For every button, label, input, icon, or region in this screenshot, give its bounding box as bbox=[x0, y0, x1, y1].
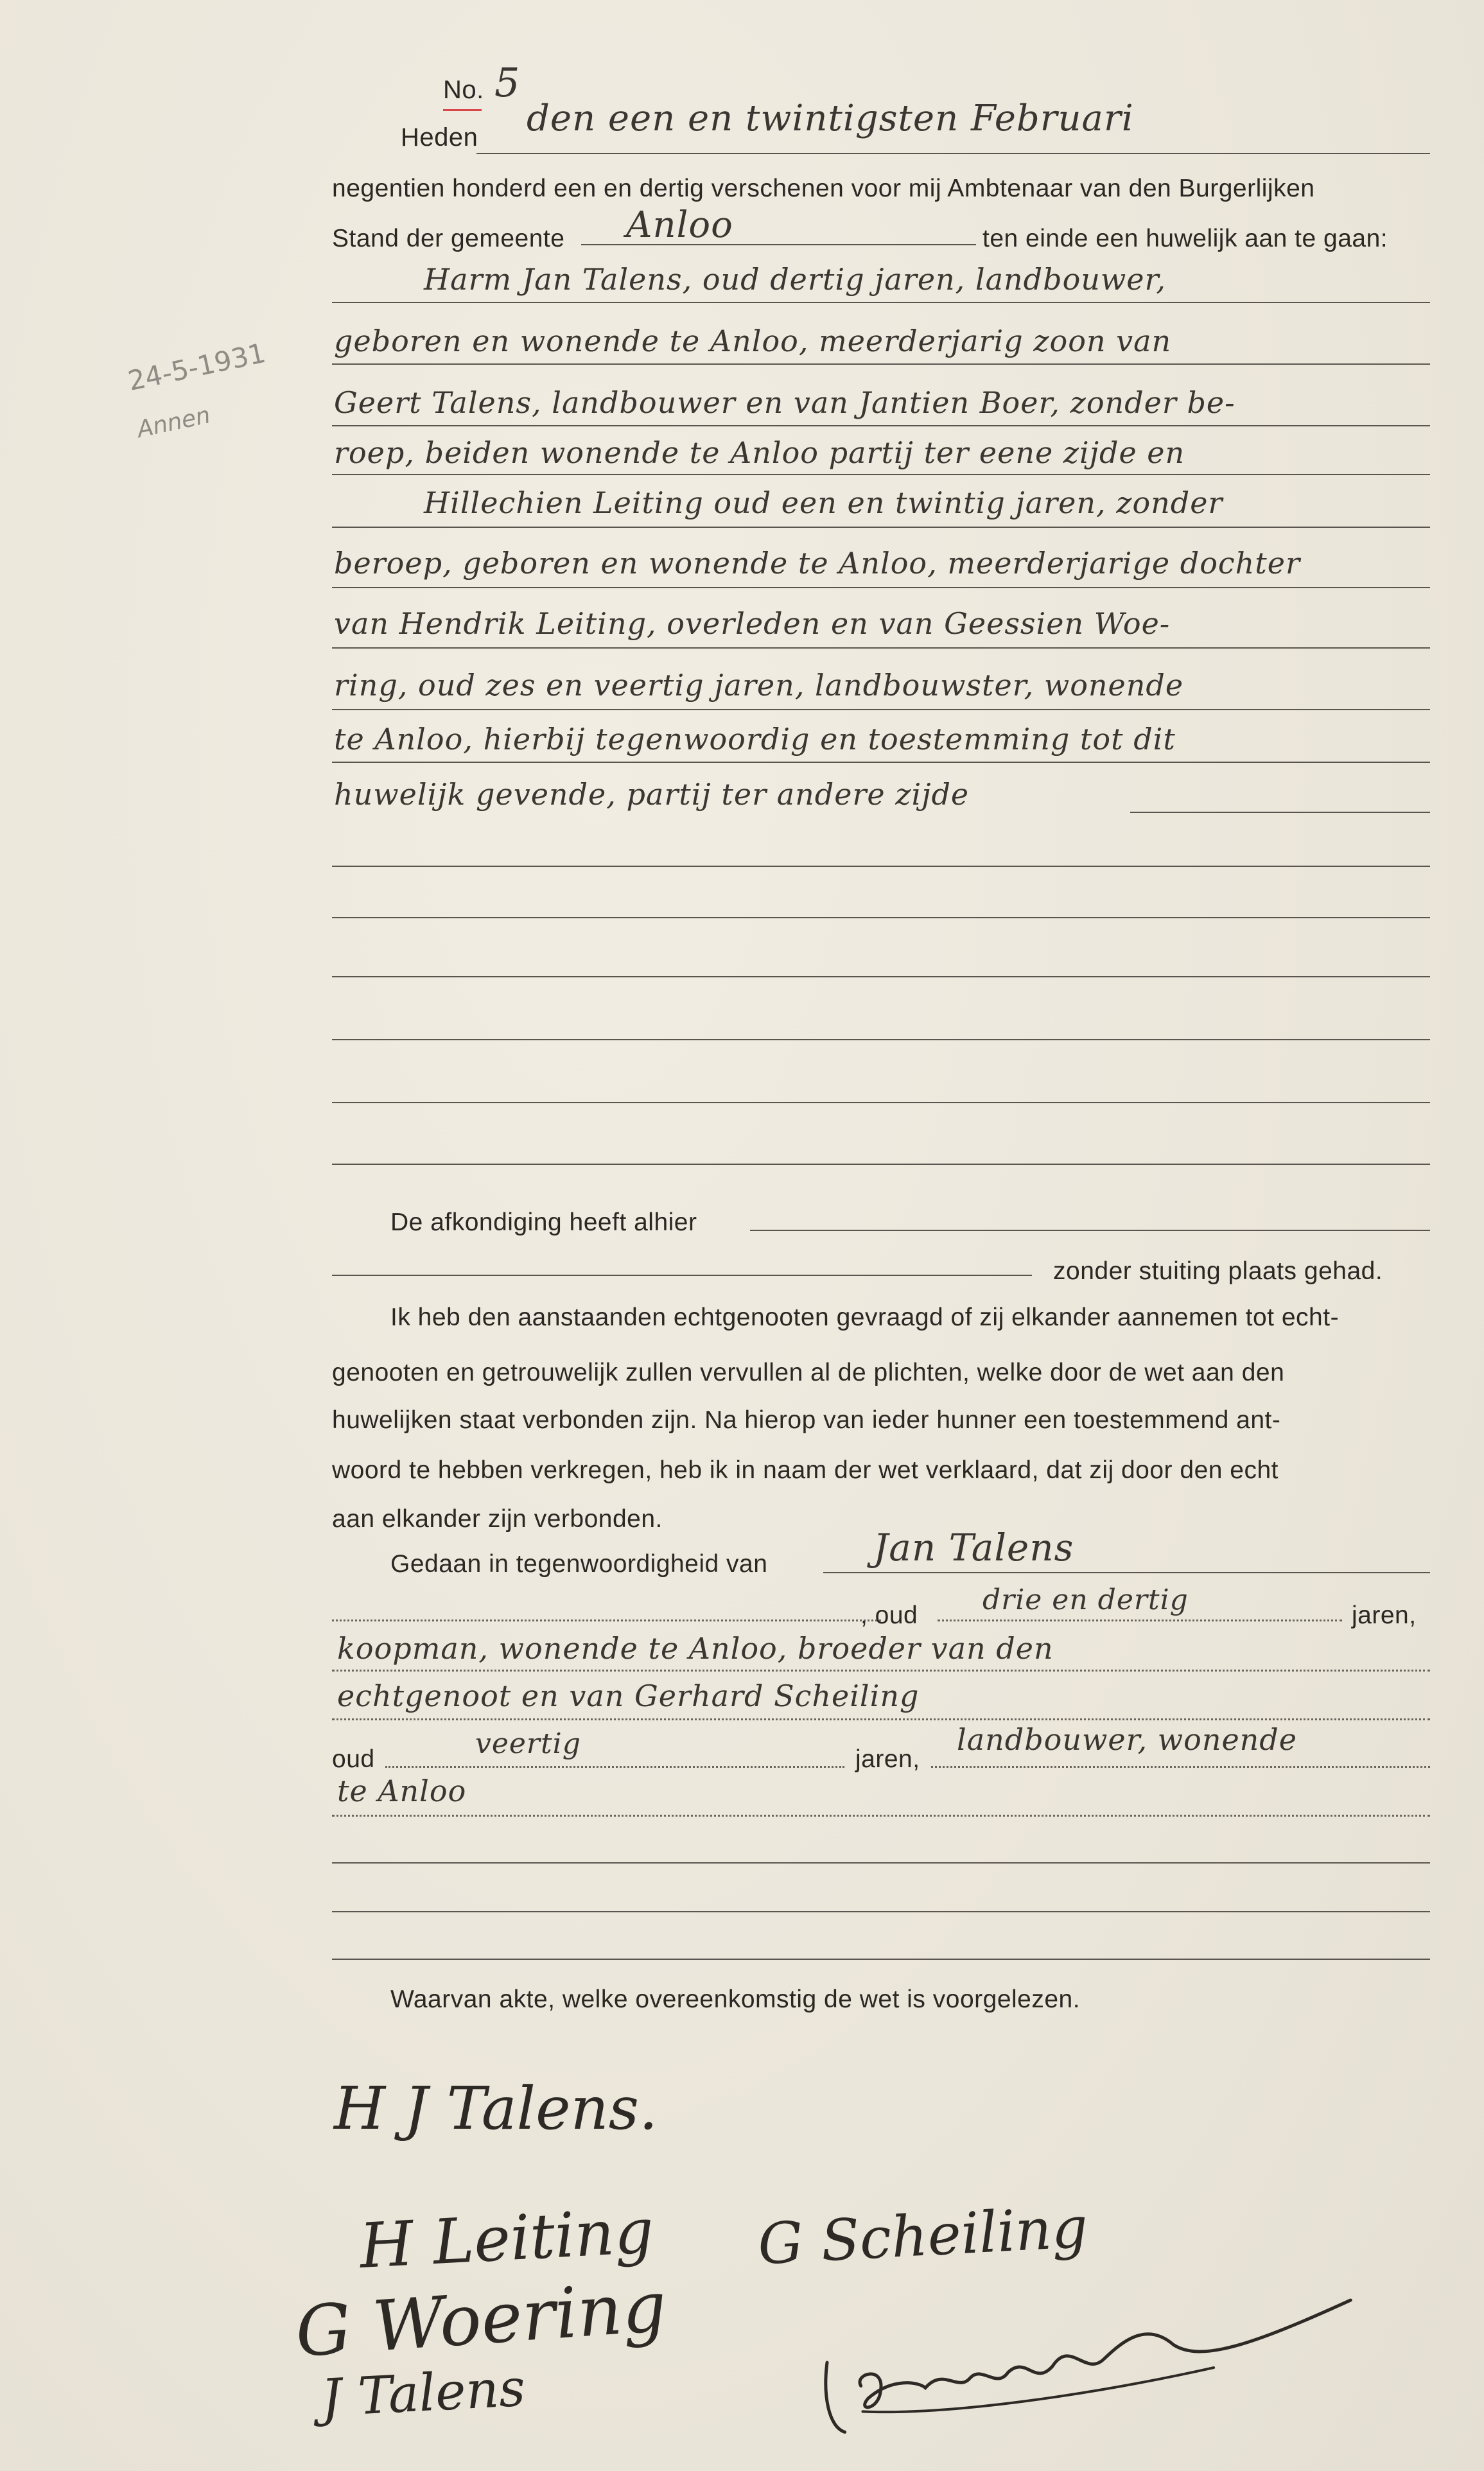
parties-line: Harm Jan Talens, oud dertig jaren, landbouwer, bbox=[424, 262, 1167, 297]
empty-rule bbox=[332, 866, 1430, 867]
parties-rule bbox=[332, 302, 1430, 303]
signature-witness-1: J Talens bbox=[319, 2357, 527, 2429]
empty-rule bbox=[332, 1102, 1430, 1103]
parties-rule bbox=[332, 363, 1430, 365]
witness1-desc: koopman, wonende te Anloo, broeder van den bbox=[337, 1631, 1054, 1666]
signature-official bbox=[811, 2280, 1379, 2463]
intro-line-3-suffix: ten einde een huwelijk aan te gaan: bbox=[982, 225, 1388, 252]
record-number: 5 bbox=[494, 59, 521, 106]
parties-line: geboren en wonende te Anloo, meerderjarig zoon van bbox=[334, 324, 1172, 358]
parties-rule bbox=[1130, 812, 1430, 813]
number-underline-red bbox=[443, 109, 482, 111]
heden-label: Heden bbox=[401, 123, 478, 152]
witness-rule-dotted bbox=[938, 1620, 1342, 1621]
empty-rule bbox=[332, 1039, 1430, 1040]
afkondiging-suffix: zonder stuiting plaats gehad. bbox=[1053, 1257, 1383, 1285]
bleed-through-text bbox=[1400, 180, 1405, 202]
gemeente-value: Anloo bbox=[626, 204, 733, 246]
parties-rule bbox=[332, 527, 1430, 528]
signature-witness-2: G Scheiling bbox=[756, 2194, 1090, 2278]
closing-text: Waarvan akte, welke overeenkomstig de wet is voorgelezen. bbox=[390, 1986, 1081, 2013]
parties-rule bbox=[332, 587, 1430, 588]
body-line: Ik heb den aanstaanden echtgenooten gevraagd of zij elkander aannemen tot echt- bbox=[390, 1304, 1340, 1331]
witness-rule bbox=[823, 1572, 1430, 1573]
parties-rule bbox=[332, 709, 1430, 710]
parties-line: Geert Talens, landbouwer en van Jantien Boer, zonder be- bbox=[334, 385, 1235, 420]
signature-mother: G Woering bbox=[293, 2266, 669, 2373]
intro-line-2: negentien honderd een en dertig verschenen voor mij Ambtenaar van den Burgerlijken bbox=[332, 175, 1315, 202]
empty-rule bbox=[332, 917, 1430, 918]
body-line: woord te hebben verkregen, heb ik in naam der wet verklaard, dat zij door den echt bbox=[332, 1456, 1279, 1484]
parties-line: roep, beiden wonende te Anloo partij ter eene zijde en bbox=[334, 435, 1185, 470]
parties-line: Hillechien Leiting oud een en twintig jaren, zonder bbox=[424, 485, 1223, 520]
witness2-place: te Anloo bbox=[337, 1774, 467, 1808]
jaren-label: jaren, bbox=[1352, 1602, 1417, 1629]
witness-rule-dotted bbox=[332, 1815, 1430, 1817]
official-signature-scribble bbox=[811, 2280, 1377, 2447]
witness2-line: echtgenoot en van Gerhard Scheiling bbox=[337, 1679, 920, 1713]
empty-rule bbox=[332, 976, 1430, 977]
empty-rule bbox=[332, 1862, 1430, 1864]
empty-rule bbox=[332, 1911, 1430, 1912]
parties-line: ring, oud zes en veertig jaren, landbouwster, wonende bbox=[334, 668, 1184, 703]
gemeente-label: Stand der gemeente bbox=[332, 225, 565, 252]
parties-line: beroep, geboren en wonende te Anloo, meerderjarige dochter bbox=[334, 546, 1300, 581]
jaren2-label: jaren, bbox=[855, 1745, 920, 1773]
parties-line: van Hendrik Leiting, overleden en van Geessien Woe- bbox=[334, 606, 1171, 641]
marriage-date: den een en twintigsten Februari bbox=[527, 98, 1134, 139]
afkondiging-label: De afkondiging heeft alhier bbox=[390, 1209, 697, 1236]
parties-rule bbox=[332, 647, 1430, 649]
empty-rule bbox=[332, 1164, 1430, 1165]
body-line: genooten en getrouwelijk zullen vervullen al de plichten, welke door de wet aan den bbox=[332, 1359, 1285, 1386]
witness-rule-dotted bbox=[385, 1766, 844, 1768]
parties-rule bbox=[332, 425, 1430, 426]
heden-rule bbox=[476, 153, 1430, 154]
parties-line: huwelijk gevende, partij ter andere zijde bbox=[334, 777, 970, 812]
witness1-age: drie en dertig bbox=[982, 1584, 1189, 1616]
oud-label: , oud bbox=[860, 1602, 918, 1629]
witness-rule-dotted bbox=[931, 1766, 1430, 1768]
oud2-label: oud bbox=[332, 1745, 375, 1773]
afkondiging-rule bbox=[750, 1230, 1430, 1231]
witness2-age: veertig bbox=[475, 1727, 581, 1760]
parties-rule bbox=[332, 474, 1430, 475]
margin-pencil-word: Annen bbox=[135, 402, 213, 444]
signature-bride: H Leiting bbox=[358, 2195, 656, 2282]
parties-line: te Anloo, hierbij tegenwoordig en toestemming tot dit bbox=[334, 722, 1176, 756]
afkondiging-rule bbox=[332, 1275, 1032, 1276]
record-number-label: No. bbox=[443, 76, 484, 104]
witness-rule-dotted bbox=[332, 1718, 1430, 1720]
empty-rule bbox=[332, 1959, 1430, 1960]
witness1-name: Jan Talens bbox=[873, 1526, 1074, 1569]
parties-rule bbox=[332, 762, 1430, 763]
gedaan-label: Gedaan in tegenwoordigheid van bbox=[390, 1550, 768, 1578]
signature-groom: H J Talens. bbox=[334, 2074, 658, 2143]
body-line: aan elkander zijn verbonden. bbox=[332, 1505, 663, 1533]
body-line: huwelijken staat verbonden zijn. Na hierop van ieder hunner een toestemmend ant- bbox=[332, 1406, 1281, 1434]
witness-rule-dotted bbox=[332, 1620, 881, 1621]
margin-pencil-date: 24-5-1931 bbox=[125, 336, 268, 397]
witness-rule-dotted bbox=[332, 1670, 1430, 1672]
witness2-desc: landbouwer, wonende bbox=[957, 1722, 1297, 1757]
